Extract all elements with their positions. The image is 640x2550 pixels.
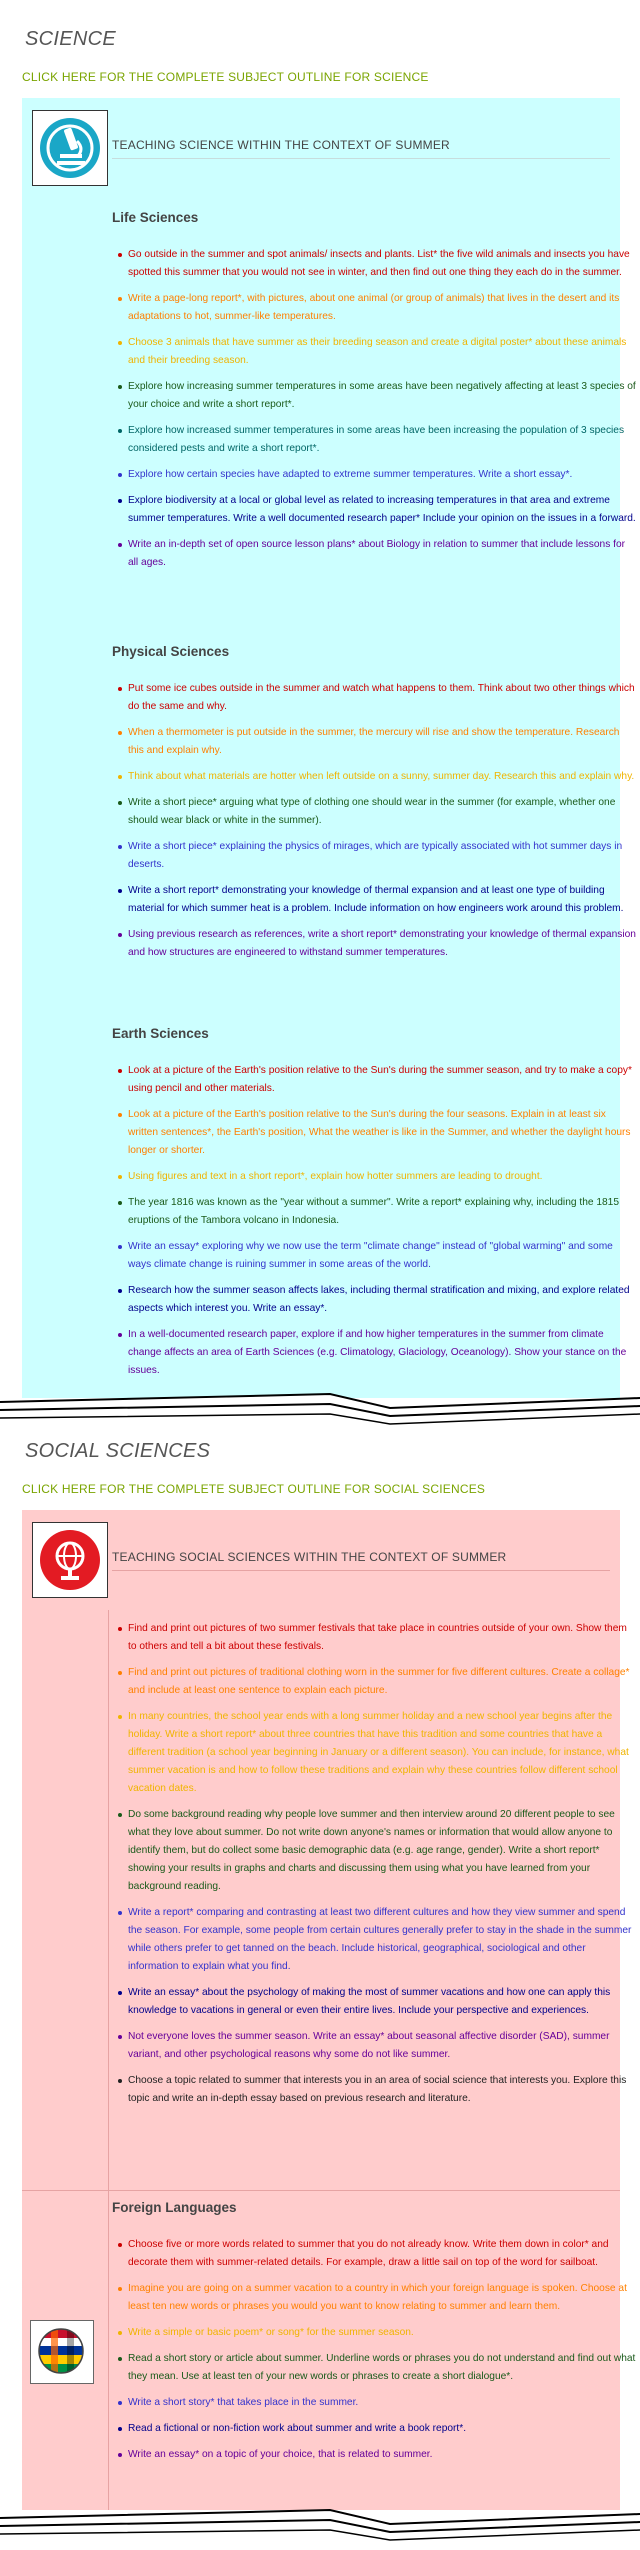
science-panel-heading: TEACHING SCIENCE WITHIN THE CONTEXT OF SUMMER: [112, 138, 450, 152]
list-item: Choose five or more words related to summer that you do not already know. Write them down in color* and decorate them with summer-related details. For example, draw a little sail on top of the word for sailboat.: [128, 2236, 638, 2272]
physical-sciences-heading: Physical Sciences: [112, 644, 230, 659]
science-panel: [22, 98, 636, 1398]
list-item: Write an essay* about the psychology of making the most of summer vacations and how one can apply this knowledge to vacations in general or even their entire lives. Include your perspective and experiences.: [128, 1984, 638, 2020]
torn-edge-divider: [0, 1384, 640, 1428]
list-item: Find and print out pictures of traditional clothing worn in the summer for five different cultures. Create a collage* and include at least one sentence to explain each picture.: [128, 1664, 638, 1700]
microscope-icon: [32, 110, 108, 186]
list-item: Write a short piece* arguing what type of clothing one should wear in the summer (for example, whether one should wear black or white in the summer).: [128, 794, 638, 830]
list-item: Choose 3 animals that have summer as their breeding season and create a digital poster* about these animals and their breeding season.: [128, 334, 638, 370]
earth-sciences-list: [112, 1062, 638, 1388]
list-item: When a thermometer is put outside in the summer, the mercury will rise and show the temperature. Research this and explain why.: [128, 724, 638, 760]
torn-edge-divider-bottom: [0, 2500, 640, 2544]
earth-sciences-heading: Earth Sciences: [112, 1026, 209, 1041]
list-item: Look at a picture of the Earth's position relative to the Sun's during the summer season, and try to make a copy* using pencil and other materials.: [128, 1062, 638, 1098]
social-heading-rule: [112, 1570, 610, 1571]
list-item: Write an in-depth set of open source lesson plans* about Biology in relation to summer that include lessons for all ages.: [128, 536, 638, 572]
social-sciences-panel-heading: TEACHING SOCIAL SCIENCES WITHIN THE CONTEXT OF SUMMER: [112, 1550, 507, 1564]
social-sciences-list: [112, 1620, 638, 2116]
list-item: Write a page-long report*, with pictures, about one animal (or group of animals) that lives in the desert and its adaptations to hot, summer-like temperatures.: [128, 290, 638, 326]
science-outline-link[interactable]: CLICK HERE FOR THE COMPLETE SUBJECT OUTLINE FOR SCIENCE: [22, 70, 429, 84]
social-sciences-panel: [22, 1510, 636, 2510]
globe-icon: [32, 1522, 108, 1598]
list-item: Write a short story* that takes place in the summer.: [128, 2394, 638, 2412]
list-item: Research how the summer season affects lakes, including thermal stratification and mixing, and explore related aspects which interest you. Write an essay*.: [128, 1282, 638, 1318]
list-item: Not everyone loves the summer season. Write an essay* about seasonal affective disorder (SAD), summer variant, and other psychological reasons why some do not like summer.: [128, 2028, 638, 2064]
list-item: Using previous research as references, write a short report* demonstrating your knowledge of thermal expansion and how structures are engineered to withstand summer temperatures.: [128, 926, 638, 962]
life-sciences-heading: Life Sciences: [112, 210, 199, 225]
list-item: Write a simple or basic poem* or song* for the summer season.: [128, 2324, 638, 2342]
list-item: Write an essay* exploring why we now use the term "climate change" instead of "global warming" and some ways climate change is ruining summer in some areas of the world.: [128, 1238, 638, 1274]
list-item: Think about what materials are hotter when left outside on a sunny, summer day. Research this and explain why.: [128, 768, 638, 786]
life-sciences-list: [112, 246, 638, 580]
list-item: Write a report* comparing and contrasting at least two different cultures and how they view summer and spend the season. For example, some people from certain cultures generally prefer to stay in the shade in the summer while others prefer to get tanned on the beach. Include historical, geographical, sociological and other information to explain what you find.: [128, 1904, 638, 1976]
list-item: Explore biodiversity at a local or global level as related to increasing temperatures in that area and extreme summer temperatures. Write a well documented research paper* Include your opinion on the issues in a forward.: [128, 492, 638, 528]
world-flags-globe-icon: [30, 2320, 94, 2384]
social-sciences-outline-link[interactable]: CLICK HERE FOR THE COMPLETE SUBJECT OUTLINE FOR SOCIAL SCIENCES: [22, 1482, 486, 1496]
list-item: Imagine you are going on a summer vacation to a country in which your foreign language is spoken. Choose at least ten new words or phrases you would you want to know relating to summer and learn them.: [128, 2280, 638, 2316]
social-sciences-title: SOCIAL SCIENCES: [25, 1440, 211, 1462]
list-item: In many countries, the school year ends with a long summer holiday and a new school year begins after the holiday. Write a short report* about three countries that have this tradition and some countries that have a different tradition (a school year beginning in January or a different season). You can include, for instance, what summer vacation is and how to follow these traditions and explain why these countries follow different school vacation dates.: [128, 1708, 638, 1798]
list-item: Explore how increasing summer temperatures in some areas have been negatively affecting at least 3 species of your choice and write a short report*.: [128, 378, 638, 414]
list-item: Do some background reading why people love summer and then interview around 20 different people to see what they love about summer. Do not write down anyone's names or information that would allow anyone to identify them, but do collect some basic demographic data (e.g. age range, gender). Write a short report* showing your results in graphs and charts and discussing them using what you have learned from your background reading.: [128, 1806, 638, 1896]
list-item: Explore how increased summer temperatures in some areas have been increasing the population of 3 species considered pests and write a short report*.: [128, 422, 638, 458]
list-item: Look at a picture of the Earth's position relative to the Sun's during the four seasons. Explain in at least six written sentences*, the Earth's position, What the weather is like in the Summer, and whether the daylight hours longer or shorter.: [128, 1106, 638, 1160]
foreign-languages-heading: Foreign Languages: [112, 2200, 237, 2215]
science-title: SCIENCE: [25, 28, 117, 50]
list-item: Read a fictional or non-fiction work about summer and write a book report*.: [128, 2420, 638, 2438]
social-section-divider: [22, 2190, 620, 2191]
list-item: The year 1816 was known as the "year without a summer". Write a report* explaining why, including the 1815 eruptions of the Tambora volcano in Indonesia.: [128, 1194, 638, 1230]
list-item: Explore how certain species have adapted to extreme summer temperatures. Write a short essay*.: [128, 466, 638, 484]
list-item: Write a short piece* explaining the physics of mirages, which are typically associated with hot summer days in deserts.: [128, 838, 638, 874]
list-item: Choose a topic related to summer that interests you in an area of social science that interests you. Explore this topic and write an in-depth essay based on previous research and literature.: [128, 2072, 638, 2108]
list-item: Write an essay* on a topic of your choice, that is related to summer.: [128, 2446, 638, 2464]
list-item: Put some ice cubes outside in the summer and watch what happens to them. Think about two other things which do the same and why.: [128, 680, 638, 716]
list-item: In a well-documented research paper, explore if and how higher temperatures in the summer from climate change affects an area of Earth Sciences (e.g. Climatology, Glaciology, Oceanology). Show your stance on the issues.: [128, 1326, 638, 1380]
foreign-languages-list: [112, 2236, 638, 2472]
list-item: Find and print out pictures of two summer festivals that take place in countries outside of your own. Show them to others and tell a bit about these festivals.: [128, 1620, 638, 1656]
list-item: Read a short story or article about summer. Underline words or phrases you do not understand and find out what they mean. Use at least ten of your new words or phrases to create a short dialogue*.: [128, 2350, 638, 2386]
physical-sciences-list: [112, 680, 638, 970]
science-heading-rule: [112, 158, 610, 159]
list-item: Using figures and text in a short report*, explain how hotter summers are leading to drought.: [128, 1168, 638, 1186]
list-item: Write a short report* demonstrating your knowledge of thermal expansion and at least one type of building material for which summer heat is a problem. Include information on how engineers work around this problem.: [128, 882, 638, 918]
list-item: Go outside in the summer and spot animals/ insects and plants. List* the five wild animals and insects you have spotted this summer that you would not see in winter, and then find out one thing they each do in the summer.: [128, 246, 638, 282]
